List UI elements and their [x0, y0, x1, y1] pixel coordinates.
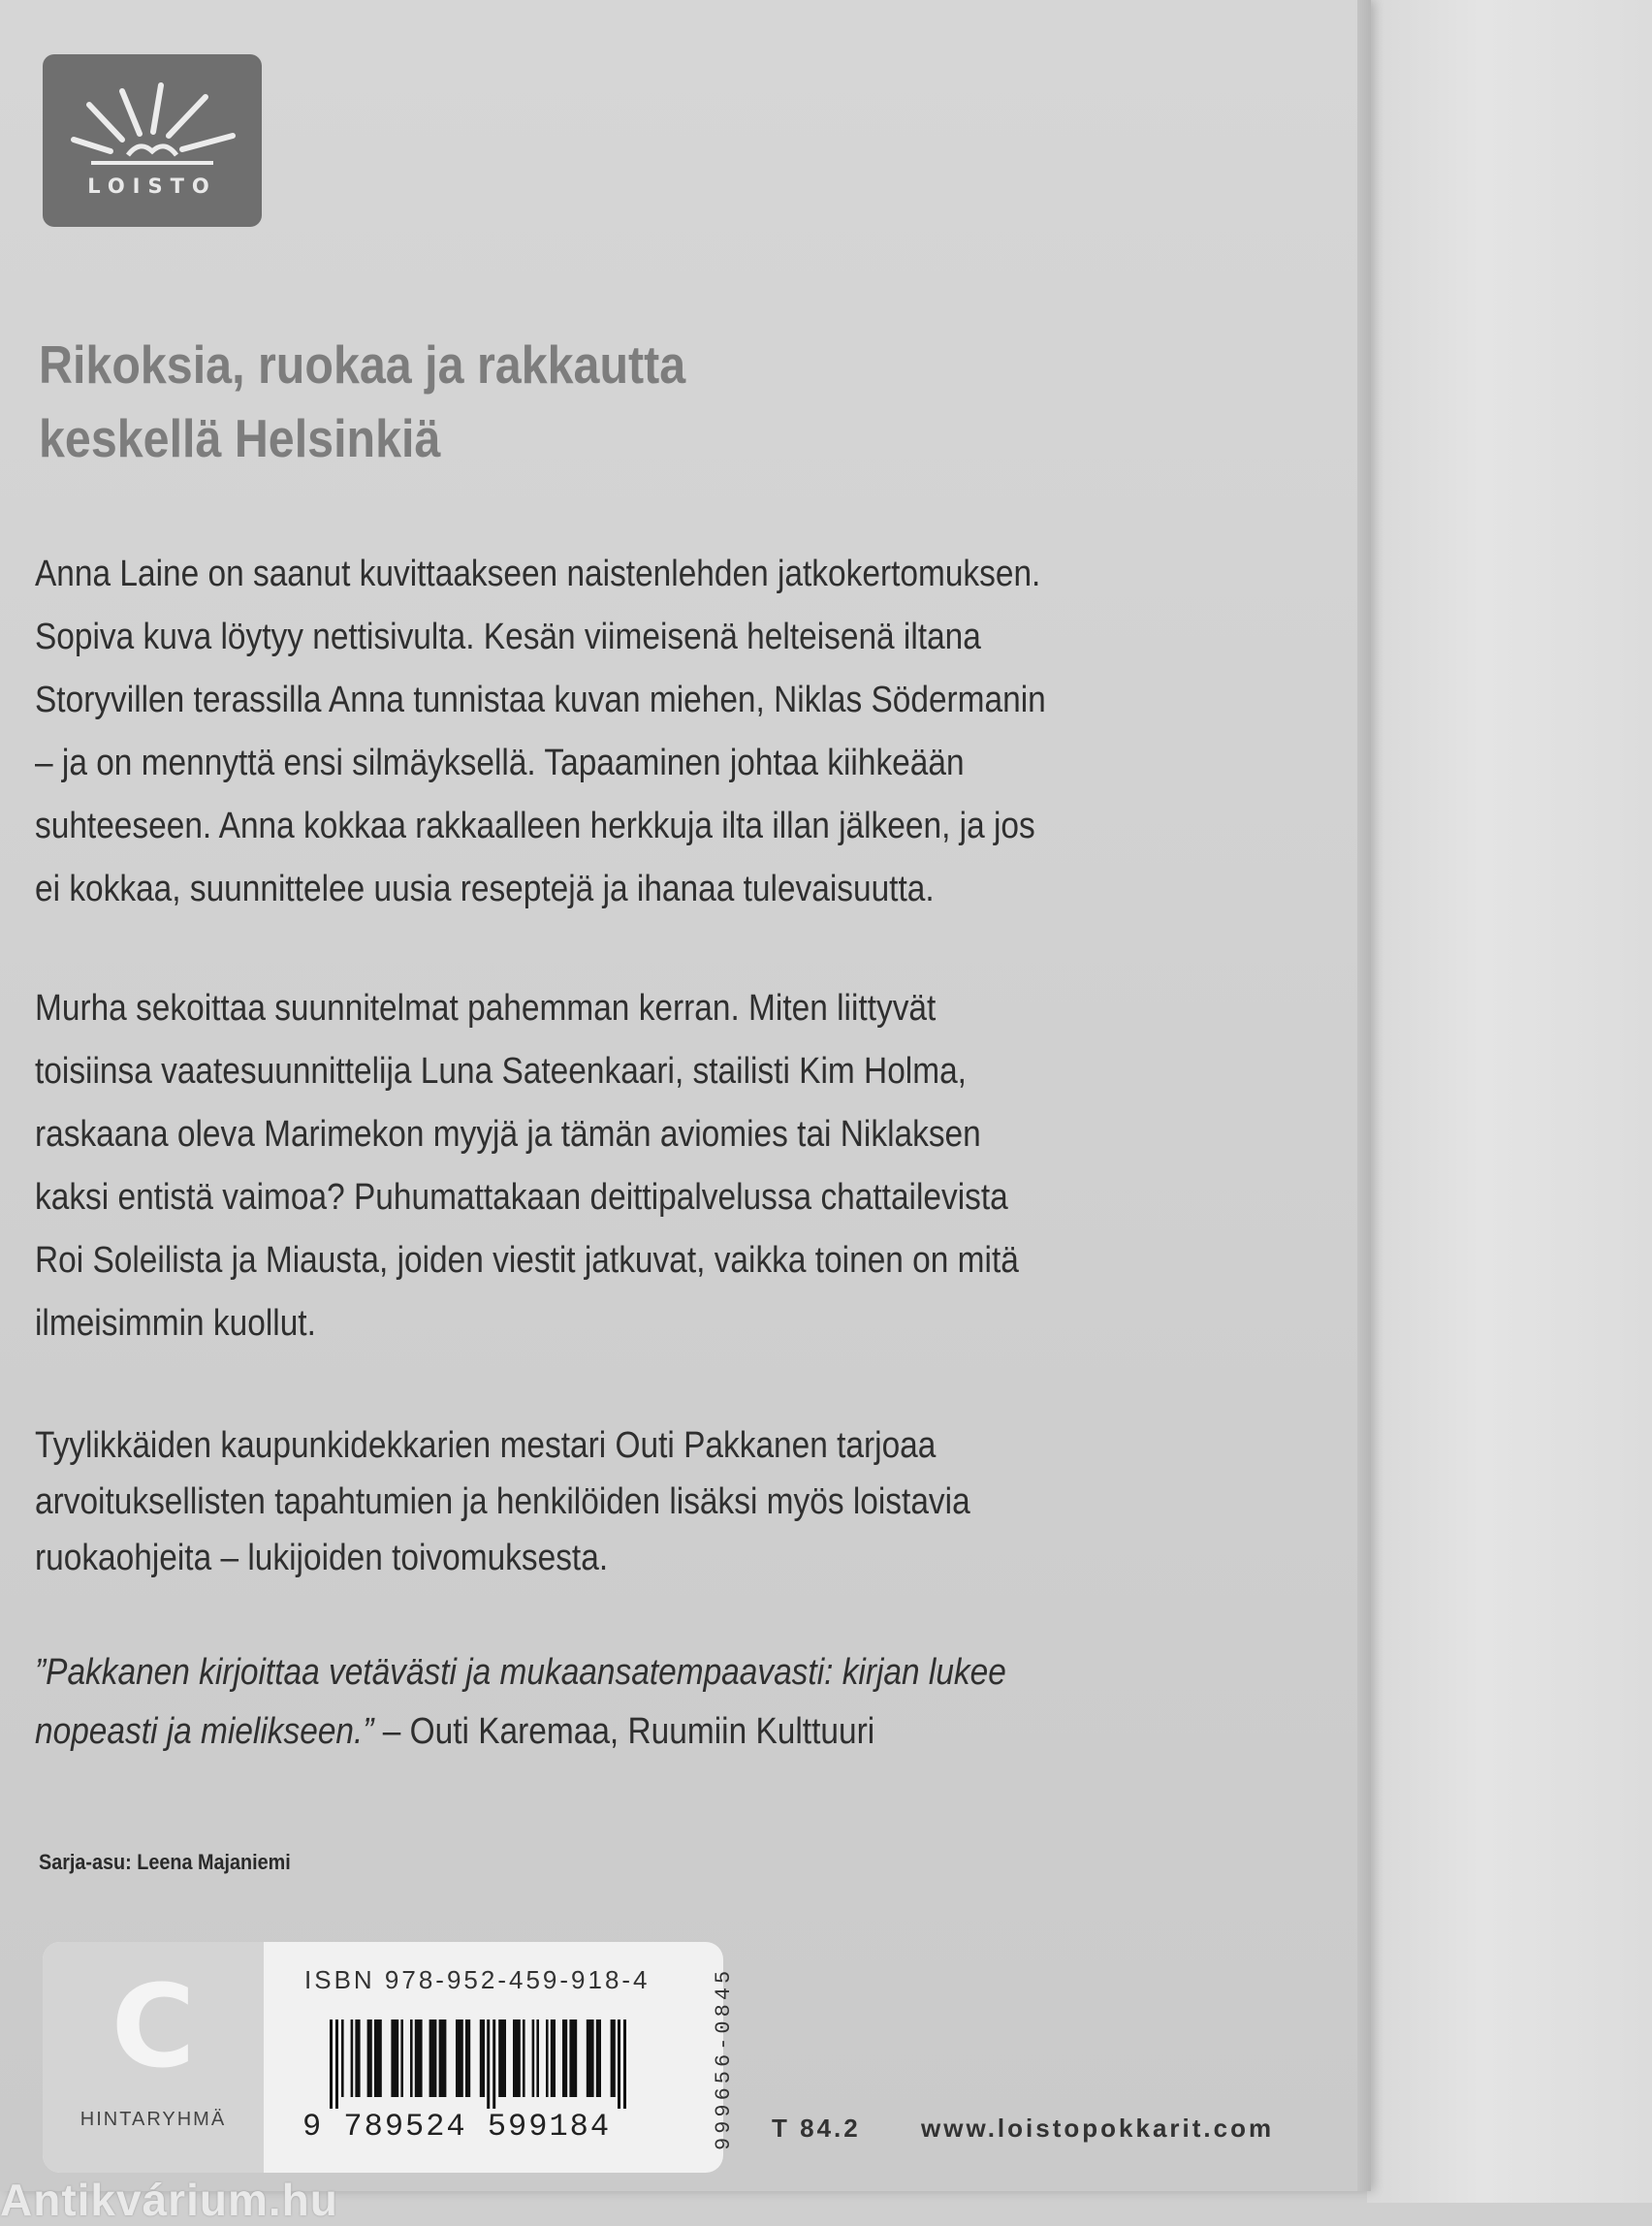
- sunrise-book-icon: [43, 54, 262, 227]
- publisher-logo: [43, 54, 262, 227]
- barcode-bar: [374, 2019, 382, 2097]
- text-line: Storyvillen terassilla Anna tunnistaa kuvan miehen, Niklas Södermanin: [35, 680, 1046, 720]
- isbn-text: ISBN 978-952-459-918-4: [304, 1965, 651, 1994]
- barcode-guard-bar: [335, 2019, 338, 2109]
- barcode-guard-bar: [623, 2019, 626, 2109]
- author-paragraph: [35, 1417, 1247, 1586]
- text-line: ruokaohjeita – lukijoiden toivomuksesta.: [35, 1538, 609, 1578]
- background-surface: [1367, 0, 1652, 2203]
- headline-line-2: keskellä Helsinkiä: [39, 408, 441, 468]
- quote-text: nopeasti ja mielikseen.”: [35, 1711, 374, 1752]
- barcode-bar: [569, 2019, 577, 2097]
- barcode-bar: [611, 2019, 616, 2097]
- text-line: raskaana oleva Marimekon myyjä ja tämän aviomies tai Niklaksen: [35, 1114, 981, 1155]
- barcode-bar: [351, 2019, 354, 2097]
- barcode-bar: [596, 2019, 601, 2097]
- text-line: arvoituksellisten tapahtumien ja henkilöiden lisäksi myös loistavia: [35, 1481, 970, 1522]
- classification-code: T 84.2: [772, 2114, 861, 2143]
- barcode-bar: [465, 2019, 470, 2097]
- price-group-panel: [43, 1942, 264, 2173]
- barcode-bar: [536, 2019, 539, 2097]
- text-line: toisiinsa vaatesuunnittelija Luna Sateenkaari, stailisti Kim Holma,: [35, 1051, 967, 1092]
- price-barcode-box: [43, 1942, 723, 2173]
- text-line: suhteeseen. Anna kokkaa rakkaalleen herkkuja ilta illan jälkeen, ja jos: [35, 806, 1035, 846]
- side-code: 999656-0845: [712, 1966, 736, 2150]
- barcode-bar: [415, 2019, 423, 2097]
- quote-line-1: ”Pakkanen kirjoittaa vetävästi ja mukaansatempaavasti: kirjan lukee: [35, 1652, 1006, 1693]
- barcode-bar: [498, 2019, 506, 2097]
- barcode-bar: [551, 2019, 556, 2097]
- website-url: www.loistopokkarit.com: [921, 2114, 1275, 2143]
- text-line: Roi Soleilista ja Miausta, joiden viestit jatkuvat, vaikka toinen on mitä: [35, 1240, 1019, 1281]
- barcode-bar: [532, 2019, 535, 2097]
- barcode-bar: [439, 2019, 447, 2097]
- logo-text: LOISTO: [87, 175, 217, 198]
- quote-line-2: [35, 1702, 1247, 1762]
- barcode-bar: [456, 2019, 463, 2097]
- quote-attribution: – Outi Karemaa, Ruumiin Kulttuuri: [373, 1711, 875, 1752]
- barcode-bar: [523, 2019, 525, 2097]
- barcode-guard-bar: [330, 2019, 333, 2109]
- price-group-letter: C: [111, 1959, 196, 2093]
- barcode-bar: [341, 2019, 344, 2097]
- barcode-guard-bar: [492, 2019, 495, 2109]
- barcode-bar: [355, 2019, 360, 2097]
- barcode-bar: [513, 2019, 521, 2097]
- barcode-bar: [391, 2019, 398, 2097]
- barcode-bar: [587, 2019, 594, 2097]
- text-line: Tyylikkäiden kaupunkidekkarien mestari Outi Pakkanen tarjoaa: [35, 1425, 937, 1466]
- barcode-guard-bar: [487, 2019, 490, 2109]
- text-line: ei kokkaa, suunnittelee uusia reseptejä ja ihanaa tulevaisuutta.: [35, 869, 935, 909]
- text-line: Sopiva kuva löytyy nettisivulta. Kesän viimeisenä helteisenä iltana: [35, 617, 981, 657]
- barcode-bar: [480, 2019, 485, 2097]
- text-line: kaksi entistä vaimoa? Puhumattakaan deittipalvelussa chattailevista: [35, 1177, 1008, 1218]
- text-line: ilmeisimmin kuollut.: [35, 1303, 316, 1344]
- review-quote: [35, 1643, 1247, 1762]
- barcode: [330, 2019, 690, 2109]
- series-design-credit: Sarja-asu: Leena Majaniemi: [39, 1850, 291, 1874]
- synopsis-paragraph-2: [35, 977, 1247, 1355]
- barcode-guard-bar: [618, 2019, 620, 2109]
- barcode-bar: [410, 2019, 413, 2097]
- cover-edge: [1357, 0, 1371, 2191]
- text-line: Murha sekoittaa suunnitelmat pahemman kerran. Miten liittyvät: [35, 988, 937, 1029]
- barcode-bar: [429, 2019, 437, 2097]
- text-line: Anna Laine on saanut kuvittaakseen naistenlehden jatkokertomuksen.: [35, 554, 1041, 594]
- price-group-label: HINTARYHMÄ: [79, 2109, 227, 2130]
- watermark: Antikvárium.hu: [0, 2175, 338, 2225]
- barcode-bar: [367, 2019, 372, 2097]
- barcode-digits: 9 789524 599184: [302, 2109, 612, 2145]
- barcode-bar: [562, 2019, 567, 2097]
- barcode-bar: [546, 2019, 549, 2097]
- headline-line-1: Rikoksia, ruokaa ja rakkautta: [39, 334, 686, 395]
- synopsis-paragraph-1: [35, 543, 1247, 921]
- text-line: – ja on mennyttä ensi silmäyksellä. Tapaaminen johtaa kiihkeään: [35, 743, 965, 783]
- headline: [39, 328, 1063, 475]
- barcode-bar: [400, 2019, 403, 2097]
